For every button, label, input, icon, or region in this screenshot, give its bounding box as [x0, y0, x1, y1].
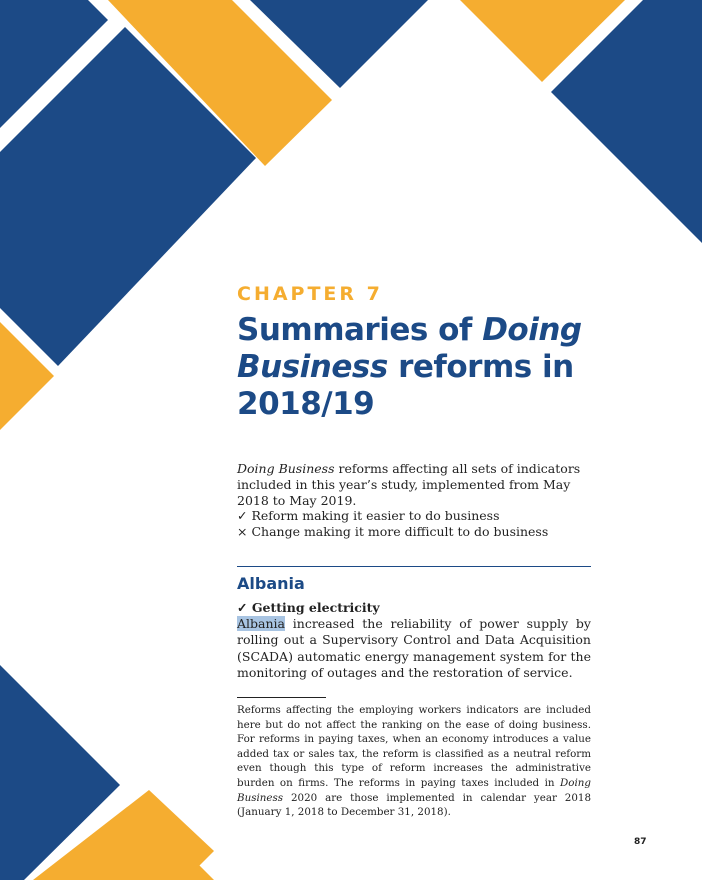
country-heading: Albania	[237, 574, 305, 593]
highlighted-text[interactable]: Albania	[237, 616, 285, 631]
legend-reform-harder	[237, 524, 548, 540]
check-icon: ✓	[237, 508, 248, 523]
reform-body-text: increased the reliability of power supply by rolling out a Supervisory Control and Data Acquisition (SCADA) automatic energy management system for the monitoring of outages and the restoration of service.	[237, 616, 591, 680]
chapter-title	[237, 312, 637, 423]
intro-text: reforms affecting all sets of indicators included in this year’s study, implemented from May 2018 to May 2019.	[237, 461, 581, 508]
title-italic-2: Business	[237, 349, 388, 385]
legend	[237, 508, 548, 540]
footnote-text-2: 2020 are those implemented in calendar year 2018 (January 1, 2018 to December 31, 2018).	[237, 791, 591, 819]
legend-check-text: Reform making it easier to do business	[247, 508, 500, 523]
footnote-italic: Doing Business	[237, 776, 591, 804]
legend-reform-easier	[237, 508, 548, 524]
intro-italic: Doing Business	[237, 461, 335, 476]
reform-heading: ✓ Getting electricity	[237, 600, 380, 615]
title-part-2: reforms in	[387, 349, 574, 385]
section-divider	[237, 566, 591, 567]
footnote-divider	[237, 697, 326, 698]
footnote	[237, 703, 591, 820]
chapter-label: CHAPTER 7	[237, 283, 383, 305]
intro-paragraph	[237, 461, 597, 509]
legend-cross-text: Change making it more difficult to do business	[247, 524, 549, 539]
cross-icon: ×	[237, 524, 248, 539]
title-italic-1: Doing	[482, 312, 582, 348]
footnote-text-1: Reforms affecting the employing workers indicators are included here but do not affect the ranking on the ease of doing business. For reforms in paying taxes, when an economy introduces a value added tax or sales tax, the reform is classified as a neutral reform even though this type of reform increases the administrative burden on firms. The reforms in paying taxes included in	[237, 704, 591, 789]
page-number: 87	[634, 837, 647, 847]
reform-body	[237, 616, 591, 681]
title-part-3: 2018/19	[237, 386, 375, 422]
title-part-1: Summaries of	[237, 312, 483, 348]
